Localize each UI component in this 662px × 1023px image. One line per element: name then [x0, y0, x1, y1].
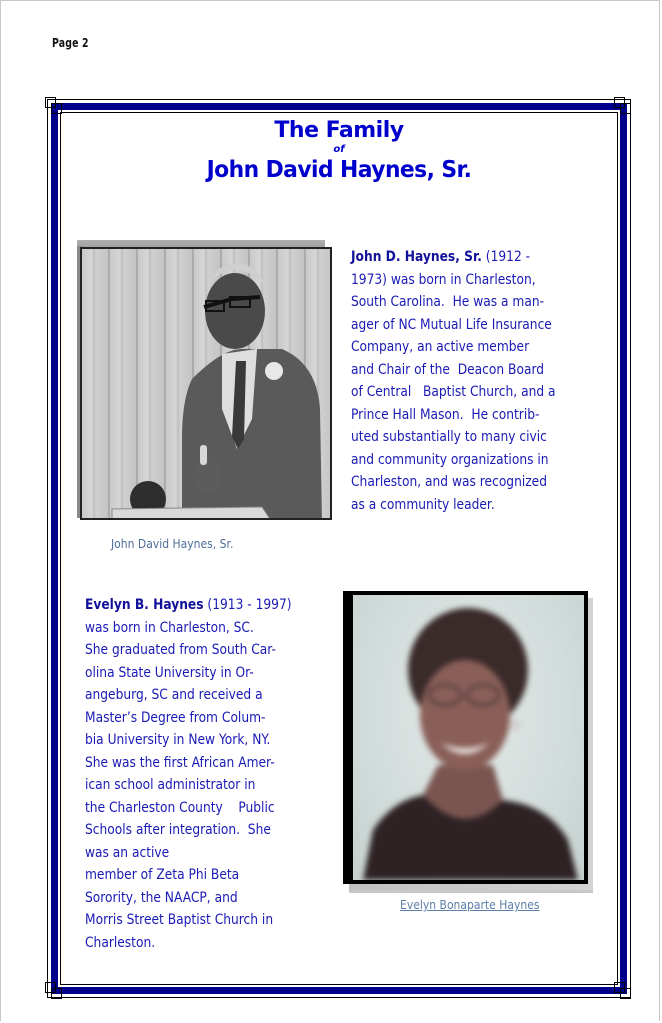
bio-line: Charleston. [85, 934, 156, 951]
bio-line: Morris Street Baptist Church in [85, 912, 274, 928]
bio-line: Sorority, the NAACP, and [85, 889, 238, 906]
john-haynes-photo-image [82, 249, 332, 520]
john-haynes-photo-caption: John David Haynes, Sr. [111, 537, 234, 551]
frame-corner-ornament-top-right [614, 97, 632, 115]
title-of: of [333, 144, 345, 155]
evelyn-haynes-bio [85, 594, 292, 954]
bio-line: bia University in New York, NY. [85, 732, 271, 748]
bio-line: Master’s Degree from Colum- [85, 709, 266, 726]
title-the-family: The Family [274, 118, 404, 143]
bio-line: 1973) was born in Charleston, [351, 271, 536, 288]
bio-line: of Central Baptist Church, and a [351, 384, 556, 400]
evelyn-haynes-bio-name: Evelyn B. Haynes [85, 597, 204, 613]
bio-line: Company, an active member [351, 339, 530, 355]
bio-line: angeburg, SC and received a [85, 687, 263, 703]
bio-line: olina State University in Or- [85, 664, 254, 681]
john-haynes-bio [351, 246, 556, 516]
page-title [60, 118, 618, 184]
evelyn-haynes-photo-caption[interactable]: Evelyn Bonaparte Haynes [400, 898, 540, 912]
bio-line: was an active [85, 844, 170, 861]
bio-line: Prince Hall Mason. He contrib- [351, 406, 540, 423]
bio-line: She graduated from South Car- [85, 642, 276, 658]
bio-line: was born in Charleston, SC. [85, 619, 254, 636]
bio-line: John D. Haynes, Sr. (1912 - [351, 249, 531, 265]
bio-line: Evelyn B. Haynes (1913 - 1997) [85, 597, 292, 613]
bio-line: the Charleston County Public [85, 799, 275, 816]
bio-line: ager of NC Mutual Life Insurance [351, 316, 552, 333]
bio-line: as a community leader. [351, 496, 495, 513]
bio-line: member of Zeta Phi Beta [85, 867, 240, 883]
bio-line: uted substantially to many civic [351, 429, 547, 445]
evelyn-haynes-photo-image [353, 595, 584, 880]
frame-corner-ornament-top-left [45, 97, 63, 115]
bio-line: ican school administrator in [85, 777, 256, 793]
page-number: Page 2 [52, 36, 89, 50]
bio-line: South Carolina. He was a man- [351, 294, 545, 310]
bio-line: Schools after integration. She [85, 822, 271, 838]
frame-corner-ornament-bottom-left [45, 982, 63, 1000]
john-haynes-photo [80, 247, 332, 520]
evelyn-haynes-photo [343, 591, 588, 884]
bio-line: and Chair of the Deacon Board [351, 361, 545, 378]
bio-line: Charleston, and was recognized [351, 474, 547, 490]
bio-line: She was the first African Amer- [85, 754, 275, 771]
title-name: John David Haynes, Sr. [206, 157, 472, 183]
bio-line: and community organizations in [351, 451, 549, 468]
john-haynes-bio-name: John D. Haynes, Sr. [351, 249, 482, 265]
frame-corner-ornament-bottom-right [614, 982, 632, 1000]
